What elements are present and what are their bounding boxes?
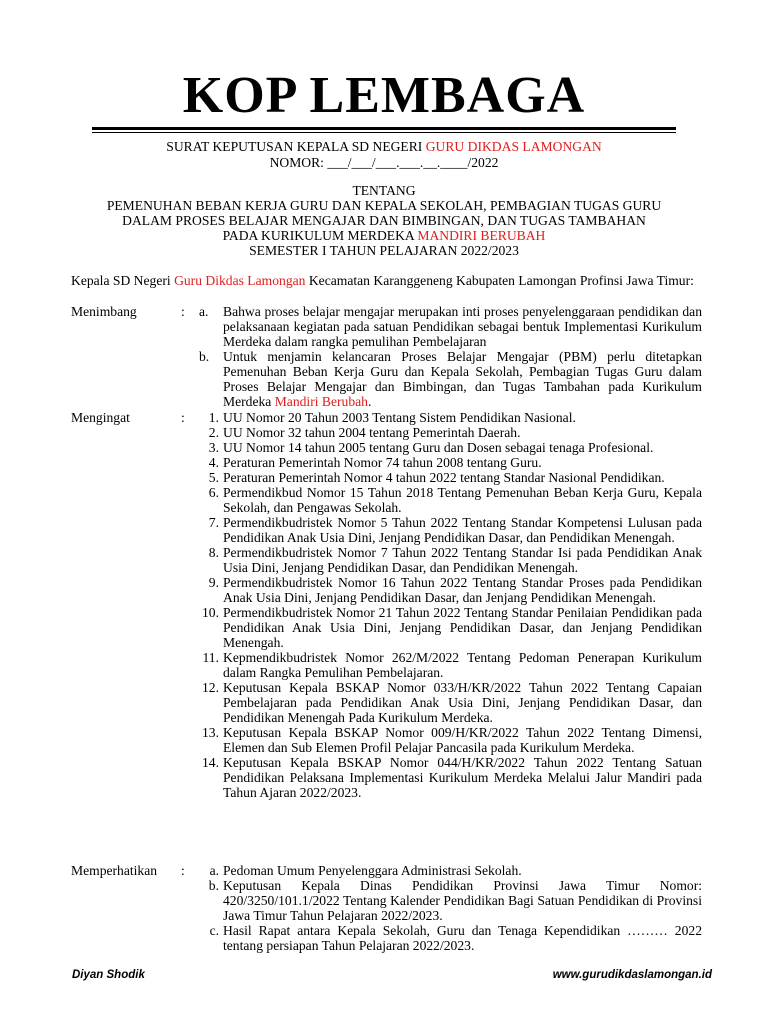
list-marker: 13. [202,725,219,740]
letterhead-rule-thick [92,127,676,130]
subject-line-3-prefix: PADA KURIKULUM MERDEKA [222,228,418,243]
list-item [199,455,702,470]
subject-line-3 [0,228,768,244]
list-marker: b. [208,878,219,893]
list-text: Permendikbudristek Nomor 5 Tahun 2022 Tentang Standar Kompetensi Lulusan pada Pendidikan Anak Usia Dini, Jenjang Pendidikan Dasar, dan Pendidikan Menengah. [223,515,702,545]
list-text: Bahwa proses belajar mengajar merupakan inti proses penyelenggaraan pendidikan dan pelaksanaan kegiatan pada satuan Pendidikan sebagai bentuk Implementasi Kurikulum Merdeka dalam rangka pemulihan Pembelajaran [223,304,702,349]
intro-suffix: Kecamatan Karanggeneng Kabupaten Lamongan Profinsi Jawa Timur: [305,273,694,288]
list-marker: 5. [208,470,219,485]
section-colon: : [181,304,185,319]
list-item [199,680,702,725]
intro-school-red: Guru Dikdas Lamongan [174,273,306,288]
memperhatikan-list [199,863,702,953]
list-text: Permendikbudristek Nomor 7 Tahun 2022 Tentang Standar Isi pada Pendidikan Anak Usia Dini, Jenjang Pendidikan Dasar, dan Pendidikan Menengah. [223,545,702,575]
letterhead-rule-thin [92,132,676,133]
list-text: UU Nomor 32 tahun 2004 tentang Pemerintah Daerah. [223,425,521,440]
list-marker: 3. [208,440,219,455]
list-marker: 6. [208,485,219,500]
list-item [199,650,702,680]
list-item [199,515,702,545]
footer-author: Diyan Shodik [72,969,145,981]
list-text [223,349,702,409]
list-text: Keputusan Kepala BSKAP Nomor 033/H/KR/2022 Tahun 2022 Tentang Capaian Pembelajaran pada Pendidikan Anak Usia Dini, Jenjang Pendidikan Dasar, dan Pendidikan Menengah Pada Kurikulum Merdeka. [223,680,702,725]
list-item [199,304,702,349]
list-marker: 9. [208,575,219,590]
list-item [199,545,702,575]
footer-website[interactable]: www.gurudikdaslamongan.id [552,969,712,981]
school-name-red: GURU DIKDAS LAMONGAN [425,139,602,154]
list-text-end: . [367,394,372,409]
list-text: UU Nomor 20 Tahun 2003 Tentang Sistem Pendidikan Nasional. [223,410,576,425]
subject-line-1: PEMENUHAN BEBAN KERJA GURU DAN KEPALA SEKOLAH, PEMBAGIAN TUGAS GURU [106,198,662,213]
list-marker: a. [209,863,219,878]
list-item [199,485,702,515]
list-item [199,470,702,485]
list-text: Hasil Rapat antara Kepala Sekolah, Guru dan Tenaga Kependidikan ……… 2022 tentang persiapan Tahun Pelajaran 2022/2023. [223,923,702,953]
section-label: Memperhatikan [71,863,158,878]
tentang-label: TENTANG [352,183,416,198]
subject-line-2: DALAM PROSES BELAJAR MENGAJAR DAN BIMBINGAN, DAN TUGAS TAMBAHAN [122,213,646,228]
decree-title [0,139,768,155]
list-text: Peraturan Pemerintah Nomor 74 tahun 2008 tentang Guru. [223,455,542,470]
list-text: Permendikbudristek Nomor 16 Tahun 2022 Tentang Standar Proses pada Pendidikan Anak Usia Dini, Jenjang Pendidikan Dasar, dan Jenjang Pendidikan Menengah. [223,575,702,605]
list-text-main: Untuk menjamin kelancaran Proses Belajar Mengajar (PBM) perlu ditetapkan Pemenuhan Beban Kerja Guru dan Kepala Sekolah, Pembagian Tugas Guru dalam Proses Belajar Mengajar dan Bimbingan, dan Tugas Tambahan pada Kurikulum Merdeka [223,349,702,409]
list-marker: 8. [208,545,219,560]
list-item [199,878,702,923]
list-marker: 7. [208,515,219,530]
list-text: Keputusan Kepala BSKAP Nomor 009/H/KR/2022 Tahun 2022 Tentang Dimensi, Elemen dan Sub Elemen Profil Pelajar Pancasila pada Kurikulum Merdeka. [223,725,702,755]
list-item [199,755,702,800]
list-marker: b. [199,349,210,364]
mengingat-list [199,410,702,800]
list-text: Permendikbudristek Nomor 21 Tahun 2022 Tentang Standar Penilaian Pendidikan pada Pendidikan Anak Usia Dini, Jenjang Pendidikan Dasar, dan Jenjang Pendidikan Menengah. [223,605,702,650]
list-marker: 12. [202,680,219,695]
list-item [199,349,702,409]
list-marker: 2. [208,425,219,440]
list-item [199,425,702,440]
list-text: Keputusan Kepala Dinas Pendidikan Provinsi Jawa Timur Nomor: 420/3250/101.1/2022 Tentang Kalender Pendidikan Bagi Satuan Pendidikan di Provinsi Jawa Timur Tahun Pelajaran 2022/2023. [223,878,702,923]
list-item [199,725,702,755]
intro-paragraph [71,273,701,289]
list-text: Kepmendikbudristek Nomor 262/M/2022 Tentang Pedoman Penerapan Kurikulum dalam Rangka Pemulihan Pembelajaran. [223,650,702,680]
list-text: Pedoman Umum Penyelenggara Administrasi Sekolah. [223,863,522,878]
subject-line-4: SEMESTER I TAHUN PELAJARAN 2022/2023 [249,243,519,258]
menimbang-list [199,304,702,409]
list-marker: 1. [208,410,219,425]
section-label: Mengingat [71,410,130,425]
list-item [199,923,702,953]
list-item [199,575,702,605]
list-marker: c. [209,923,219,938]
list-text-red: Mandiri Berubah [274,394,368,409]
list-item [199,410,702,425]
list-text: UU Nomor 14 tahun 2005 tentang Guru dan Dosen sebagai tenaga Profesional. [223,440,654,455]
list-item [199,440,702,455]
section-colon: : [181,863,185,878]
list-marker: a. [199,304,209,319]
decree-title-prefix: SURAT KEPUTUSAN KEPALA SD NEGERI [166,139,426,154]
list-item [199,605,702,650]
list-marker: 10. [202,605,219,620]
list-text: Keputusan Kepala BSKAP Nomor 044/H/KR/2022 Tahun 2022 Tentang Satuan Pendidikan Pelaksana Implementasi Kurikulum Merdeka Melalui Jalur Mandiri pada Tahun Ajaran 2022/2023. [223,755,702,800]
list-marker: 4. [208,455,219,470]
list-item [199,863,702,878]
letterhead-title: KOP LEMBAGA [182,67,586,124]
intro-prefix: Kepala SD Negeri [71,273,175,288]
subject-line-3-red: MANDIRI BERUBAH [417,228,546,243]
list-marker: 11. [202,650,219,665]
decree-number: NOMOR: ___/___/___.___.__.____/2022 [269,155,499,170]
list-marker: 14. [202,755,219,770]
list-text: Peraturan Pemerintah Nomor 4 tahun 2022 tentang Standar Nasional Pendidikan. [223,470,665,485]
section-colon: : [181,410,185,425]
list-text: Permendikbud Nomor 15 Tahun 2018 Tentang Pemenuhan Beban Kerja Guru, Kepala Sekolah, dan Pengawas Sekolah. [223,485,702,515]
section-label: Menimbang [71,304,137,319]
